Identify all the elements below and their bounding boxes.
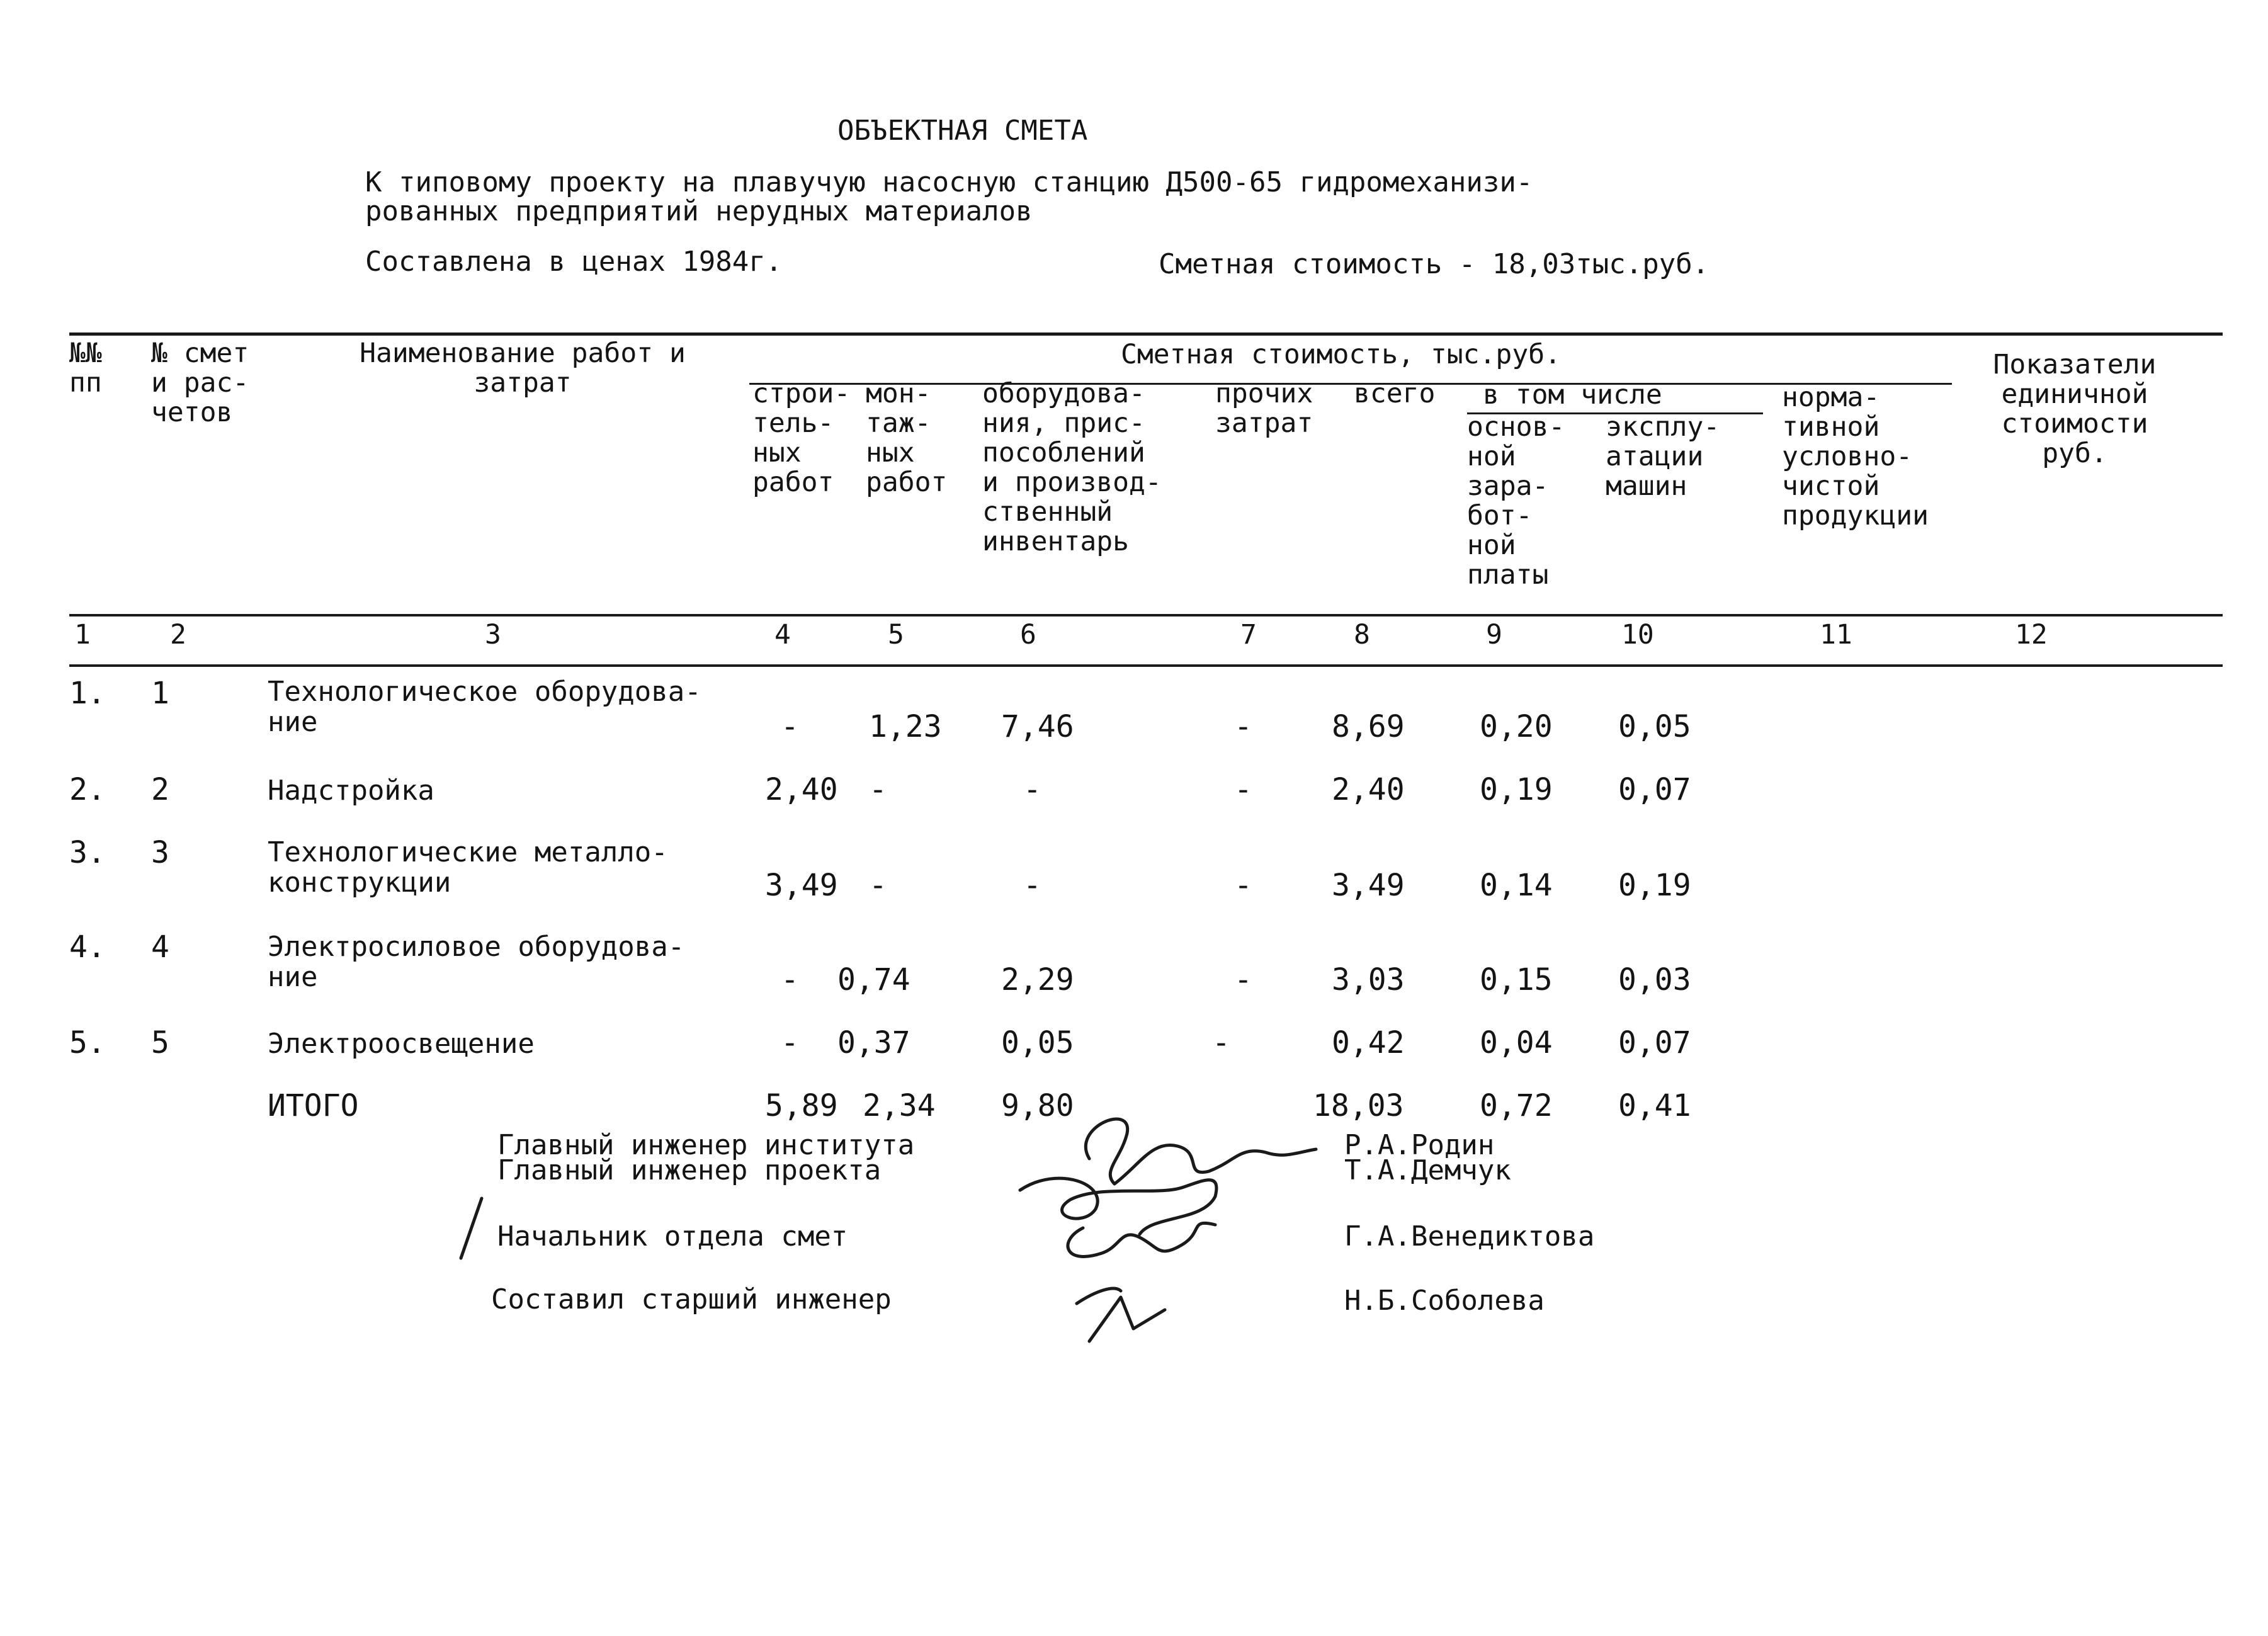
signature-stroke-3 xyxy=(1068,1223,1215,1256)
slash-stroke xyxy=(461,1198,482,1258)
cell-build: - xyxy=(781,1025,799,1060)
cell-other: - xyxy=(1234,868,1252,903)
header-text: всего xyxy=(1354,378,1436,409)
column-number: 5 xyxy=(888,619,904,650)
header-col-7 xyxy=(1215,379,1313,438)
header-text: зара- xyxy=(1467,470,1549,502)
row-estimate-number: 4 xyxy=(151,929,169,965)
signature-role: Главный инженер проекта xyxy=(497,1154,882,1186)
header-text: оборудова- xyxy=(982,378,1145,409)
cell-wage: 0,15 xyxy=(1480,962,1553,997)
signature-name: Н.Б.Соболева xyxy=(1344,1285,1545,1317)
row-number: 1. xyxy=(69,676,106,711)
row-name xyxy=(268,838,668,898)
cell-equip: 7,46 xyxy=(1001,709,1074,744)
cell-mount: - xyxy=(869,868,887,903)
header-col-12 xyxy=(1971,350,2179,469)
cell-wage: 0,14 xyxy=(1480,868,1553,903)
header-col-9 xyxy=(1467,412,1565,590)
column-number: 12 xyxy=(2015,619,2048,650)
row-estimate-number: 3 xyxy=(151,835,169,870)
header-col-10 xyxy=(1606,412,1720,501)
row-name-line: ние xyxy=(268,706,318,738)
header-text: строи- xyxy=(752,378,851,409)
signature-name: Р.А.Родин xyxy=(1344,1129,1495,1161)
header-bottom-rule xyxy=(69,614,2223,616)
row-name-line: ние xyxy=(268,961,318,993)
header-text: № смет xyxy=(151,338,249,369)
total-wage: 0,72 xyxy=(1480,1088,1553,1123)
cell-build: - xyxy=(781,709,799,744)
header-col-3 xyxy=(327,339,718,398)
cell-other: - xyxy=(1212,1025,1230,1060)
header-text: тивной xyxy=(1782,411,1880,443)
column-number: 10 xyxy=(1621,619,1654,650)
row-number: 4. xyxy=(69,929,106,965)
total-machines: 0,41 xyxy=(1618,1088,1691,1123)
total-mount: 2,34 xyxy=(863,1088,936,1123)
row-estimate-number: 1 xyxy=(151,676,169,711)
cell-total: 8,69 xyxy=(1332,709,1405,744)
cell-wage: 0,19 xyxy=(1480,772,1553,807)
cell-mount: 0,74 xyxy=(837,962,910,997)
header-group-cost: Сметная стоимость, тыс.руб. xyxy=(1121,339,1561,370)
cell-mount: 1,23 xyxy=(869,709,942,744)
header-text: чистой xyxy=(1782,470,1880,502)
header-col-4 xyxy=(752,379,850,497)
cell-other: - xyxy=(1234,772,1252,807)
header-col-1 xyxy=(69,339,102,398)
handwritten-signatures xyxy=(995,1089,1322,1354)
row-name-line: Технологические металло- xyxy=(268,836,668,868)
header-text: бот- xyxy=(1467,500,1533,531)
estimated-cost-line: Сметная стоимость - 18,03тыс.руб. xyxy=(1159,248,1710,280)
header-text: норма- xyxy=(1782,382,1880,413)
column-number: 8 xyxy=(1354,619,1370,650)
column-number: 2 xyxy=(170,619,186,650)
totals-label: ИТОГО xyxy=(268,1088,359,1123)
total-equip: 9,80 xyxy=(1001,1088,1074,1123)
cell-total: 3,49 xyxy=(1332,868,1405,903)
cell-equip: 2,29 xyxy=(1001,962,1074,997)
header-text: ных xyxy=(752,437,802,469)
header-text: условно- xyxy=(1782,441,1913,472)
column-number: 9 xyxy=(1486,619,1502,650)
header-text: основ- xyxy=(1467,411,1565,443)
header-subgroup: в том числе xyxy=(1483,379,1662,411)
cell-other: - xyxy=(1234,962,1252,997)
header-text: продукции xyxy=(1782,500,1929,531)
row-name-line: Электроосвещение xyxy=(268,1028,535,1060)
cell-equip: 0,05 xyxy=(1001,1025,1074,1060)
header-text: ственный xyxy=(982,496,1113,528)
column-number: 3 xyxy=(485,619,501,650)
header-text: затрат xyxy=(1215,407,1313,439)
header-text: четов xyxy=(151,397,233,428)
row-number: 2. xyxy=(69,772,106,807)
cell-build: 2,40 xyxy=(765,772,838,807)
header-text: машин xyxy=(1606,470,1687,502)
signature-role: Начальник отдела смет xyxy=(497,1220,848,1253)
header-text: атации xyxy=(1606,441,1704,472)
column-number: 11 xyxy=(1820,619,1852,650)
column-number: 4 xyxy=(774,619,791,650)
row-estimate-number: 5 xyxy=(151,1025,169,1060)
row-name xyxy=(268,1029,535,1059)
header-text: таж- xyxy=(866,407,931,439)
prices-line: Составлена в ценах 1984г. xyxy=(365,246,783,278)
header-text: инвентарь xyxy=(982,526,1129,557)
row-number: 5. xyxy=(69,1025,106,1060)
signature-stroke-1 xyxy=(1086,1119,1316,1184)
cell-equip: - xyxy=(1023,772,1041,807)
header-col-2 xyxy=(151,339,249,428)
row-name-line: Надстройка xyxy=(268,775,434,807)
column-number: 6 xyxy=(1020,619,1036,650)
header-text: мон- xyxy=(866,378,931,409)
total-total: 18,03 xyxy=(1313,1088,1404,1123)
cell-total: 3,03 xyxy=(1332,962,1405,997)
header-col-5 xyxy=(866,379,947,497)
header-text: и производ- xyxy=(982,467,1162,498)
cell-total: 2,40 xyxy=(1332,772,1405,807)
cell-mount: - xyxy=(869,772,887,807)
cell-machines: 0,03 xyxy=(1618,962,1691,997)
signature-role: Главный инженер института xyxy=(497,1129,915,1161)
cell-mount: 0,37 xyxy=(837,1025,910,1060)
header-text: руб. xyxy=(2042,438,2107,469)
header-col-6 xyxy=(982,379,1162,557)
header-text: Наименование работ и xyxy=(360,338,686,369)
header-text: тель- xyxy=(752,407,834,439)
column-numbers-rule xyxy=(69,664,2223,667)
header-text: затрат xyxy=(473,367,572,399)
header-text: платы xyxy=(1467,559,1549,591)
header-text: ных xyxy=(866,437,915,469)
table-top-rule xyxy=(69,332,2223,336)
row-name xyxy=(268,677,701,737)
signature-stroke-2 xyxy=(1020,1178,1216,1234)
header-text: эксплу- xyxy=(1606,411,1720,443)
cell-equip: - xyxy=(1023,868,1041,903)
header-text: прочих xyxy=(1215,378,1313,409)
row-estimate-number: 2 xyxy=(151,772,169,807)
total-build: 5,89 xyxy=(765,1088,838,1123)
document-title: ОБЪЕКТНАЯ СМЕТА xyxy=(837,115,1088,147)
cell-build: 3,49 xyxy=(765,868,838,903)
row-name-line: конструкции xyxy=(268,866,451,899)
cell-build: - xyxy=(781,962,799,997)
signature-name: Г.А.Венедиктова xyxy=(1344,1220,1595,1253)
header-text: Показатели xyxy=(1993,349,2157,380)
header-text: пособлений xyxy=(982,437,1145,469)
subtitle-line-2: рованных предприятий нерудных материалов xyxy=(365,195,1033,227)
header-text: работ xyxy=(752,467,834,498)
cell-wage: 0,04 xyxy=(1480,1025,1553,1060)
header-text: единичной xyxy=(2001,378,2148,410)
signature-role: Составил старший инженер xyxy=(491,1283,892,1315)
cell-machines: 0,07 xyxy=(1618,1025,1691,1060)
header-text: стоимости xyxy=(2001,408,2148,440)
header-text: работ xyxy=(866,467,948,498)
header-col-11 xyxy=(1782,383,1929,531)
header-col-8 xyxy=(1354,379,1435,409)
row-name-line: Технологическое оборудова- xyxy=(268,676,701,708)
row-name-line: Электросиловое оборудова- xyxy=(268,931,685,963)
cell-other: - xyxy=(1234,709,1252,744)
row-number: 3. xyxy=(69,835,106,870)
header-text: ной xyxy=(1467,441,1516,472)
header-text: №№ xyxy=(69,338,102,369)
header-text: и рас- xyxy=(151,367,249,399)
subtitle-line-1: К типовому проекту на плавучую насосную станцию Д500-65 гидромеханизи- xyxy=(365,166,1533,198)
header-text: ния, прис- xyxy=(982,407,1145,439)
header-text: ной xyxy=(1467,530,1516,561)
cell-machines: 0,07 xyxy=(1618,772,1691,807)
cell-total: 0,42 xyxy=(1332,1025,1405,1060)
signature-stroke-4 xyxy=(1077,1288,1165,1341)
cell-machines: 0,05 xyxy=(1618,709,1691,744)
signature-name: Т.А.Демчук xyxy=(1344,1154,1511,1186)
cell-wage: 0,20 xyxy=(1480,709,1553,744)
row-name xyxy=(268,776,434,806)
cell-machines: 0,19 xyxy=(1618,868,1691,903)
column-number: 1 xyxy=(74,619,91,650)
margin-slash-mark xyxy=(453,1195,491,1264)
row-name xyxy=(268,932,684,992)
header-text: пп xyxy=(69,367,102,399)
column-number: 7 xyxy=(1240,619,1257,650)
